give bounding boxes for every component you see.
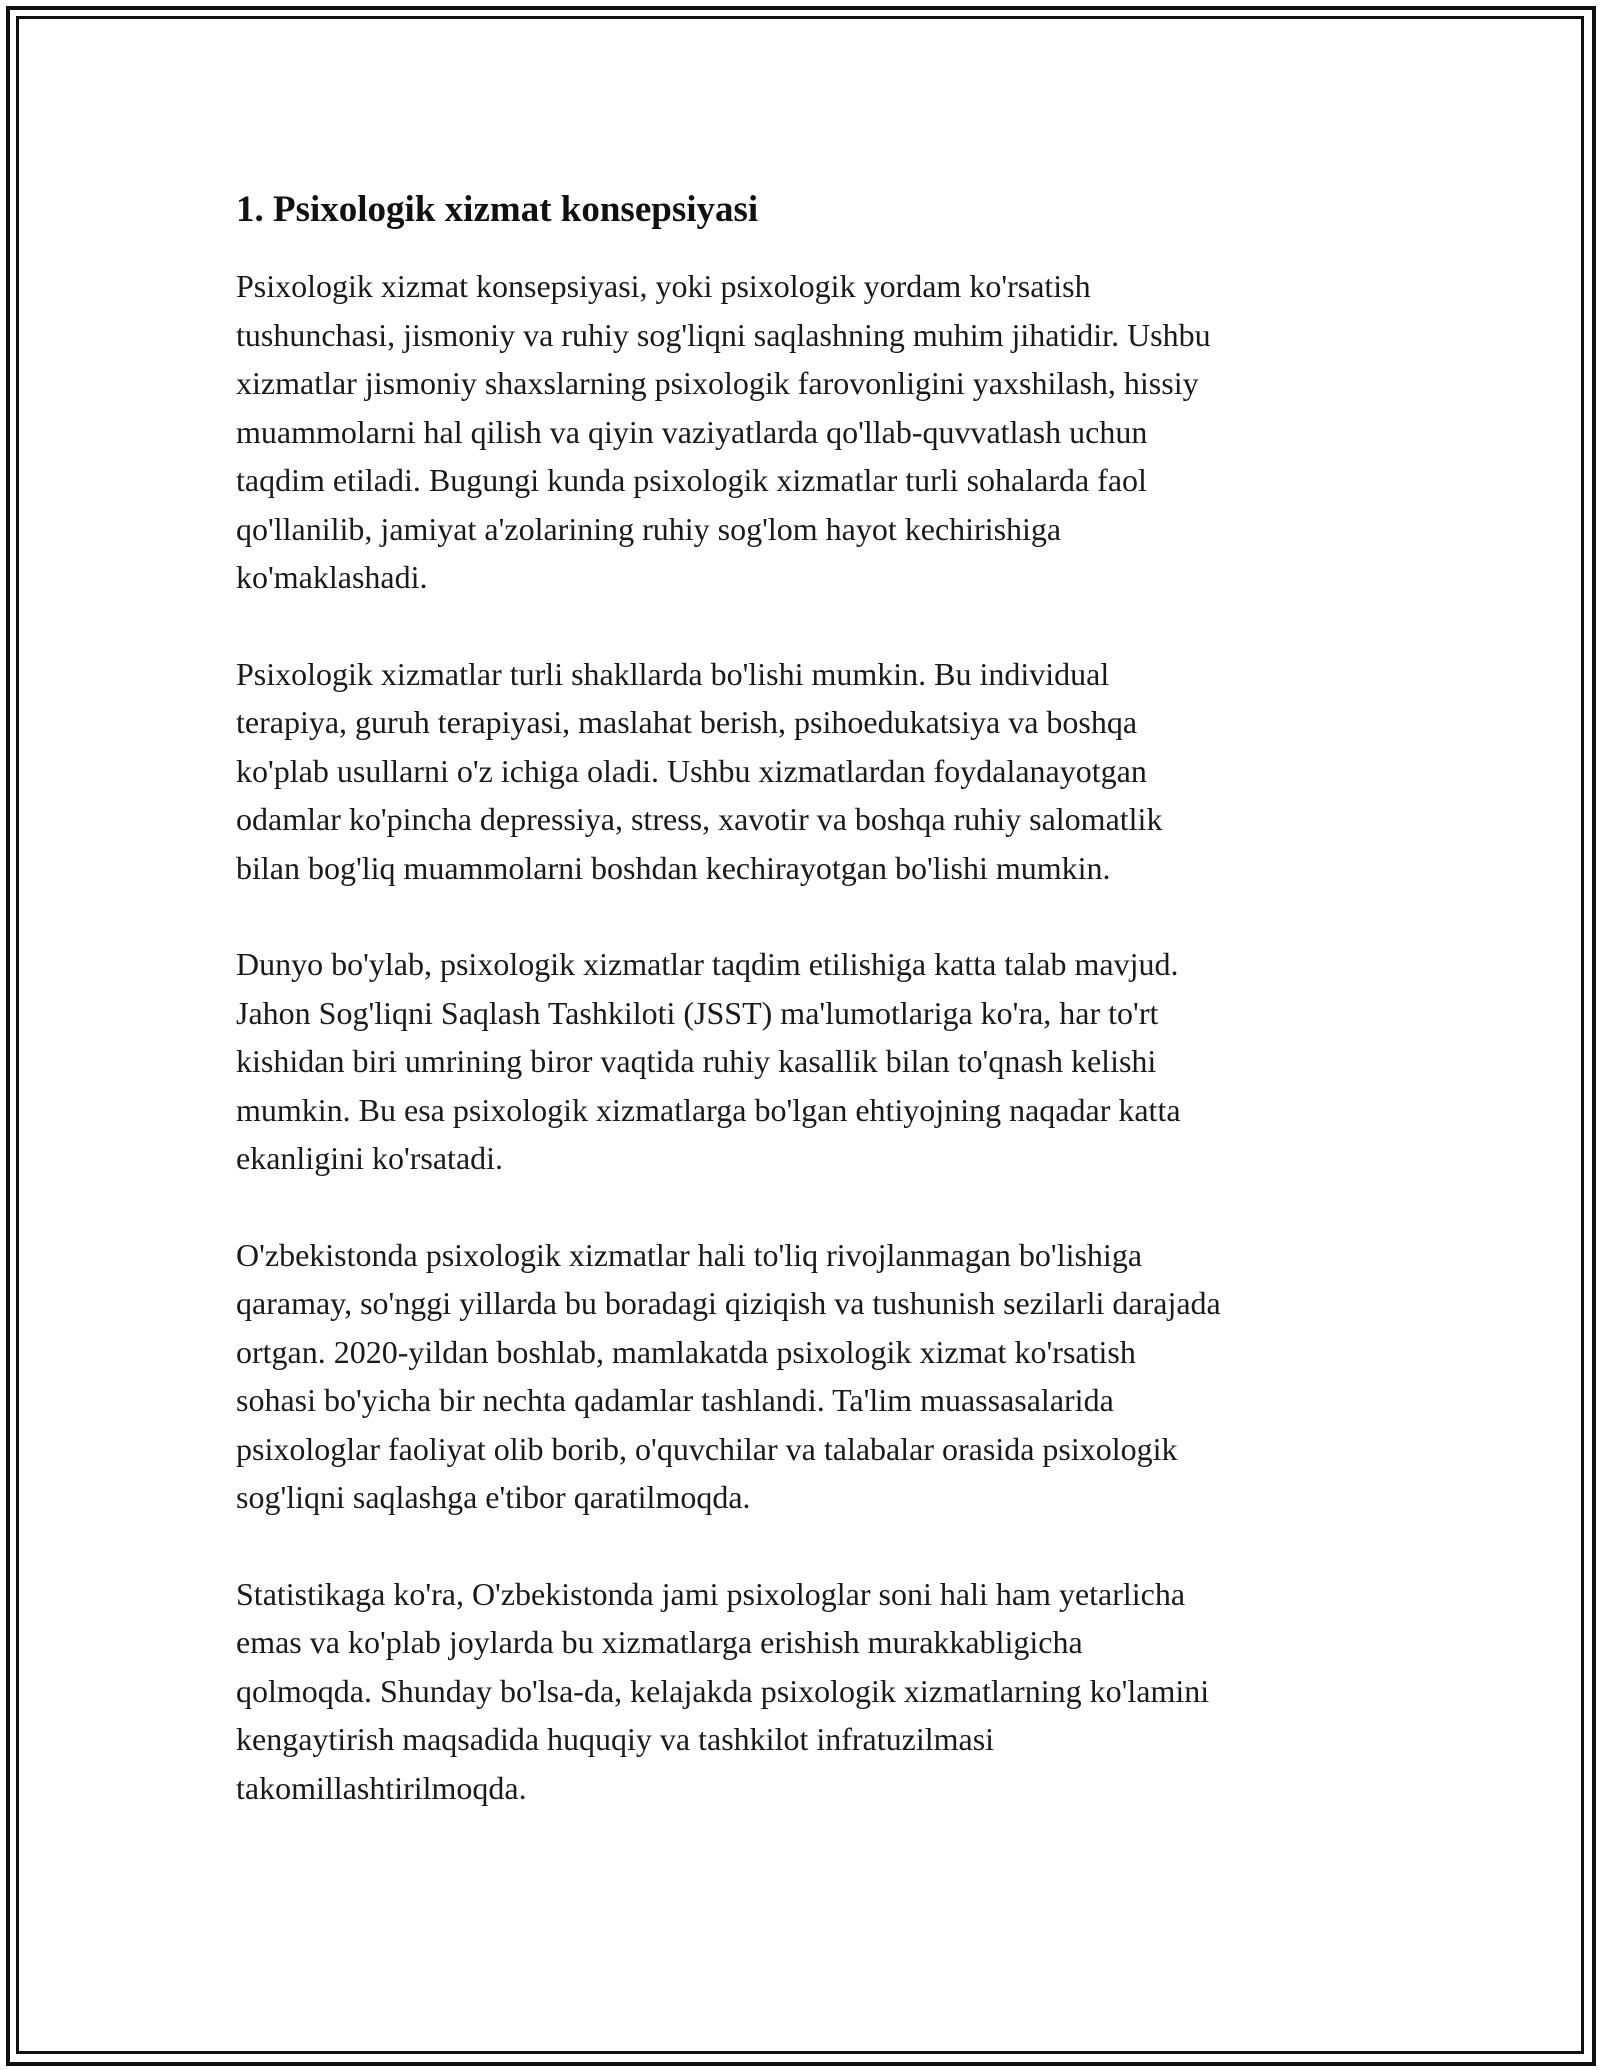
paragraph-4: O'zbekistonda psixologik xizmatlar hali to'liq rivojlanmagan bo'lishiga qaramay, so'nggi yillarda bu boradagi qiziqish va tushunish sezilarli darajada ortgan. 2020-yildan boshlab, mamlakatda psixologik xizmat ko'rsatish sohasi bo'yicha bir nechta qadamlar tashlandi. Ta'lim muassasalarida psixologlar faoliyat olib borib, o'quvchilar va talabalar orasida psixologik sog'liqni saqlashga e'tibor qaratilmoqda.	[236, 1236, 1221, 1516]
paragraph-3: Dunyo bo'ylab, psixologik xizmatlar taqdim etilishiga katta talab mavjud. Jahon Sog'liqni Saqlash Tashkiloti (JSST) ma'lumotlariga ko'ra, har to'rt kishidan biri umrining biror vaqtida ruhiy kasallik bilan to'qnash kelishi mumkin. Bu esa psixologik xizmatlarga bo'lgan ehtiyojning naqadar katta ekanligini ko'rsatadi.	[236, 946, 1181, 1177]
paragraph-5: Statistikaga ko'ra, O'zbekistonda jami psixologlar soni hali ham yetarlicha emas va ko'plab joylarda bu xizmatlarga erishish murakkabligicha qolmoqda. Shunday bo'lsa-da, kelajakda psixologik xizmatlarning ko'lamini kengaytirish maqsadida huquqiy va tashkilot infratuzilmasi takomillashtirilmoqda.	[236, 1575, 1210, 1806]
section-title: 1. Psixologik xizmat konsepsiyasi	[236, 189, 759, 230]
document-body	[236, 186, 1376, 1860]
paragraph-2: Psixologik xizmatlar turli shakllarda bo'lishi mumkin. Bu individual terapiya, guruh terapiyasi, maslahat berish, psihoedukatsiya va boshqa ko'plab usullarni o'z ichiga oladi. Ushbu xizmatlardan foydalanayotgan odamlar ko'pincha depressiya, stress, xavotir va boshqa ruhiy salomatlik bilan bog'liq muammolarni boshdan kechirayotgan bo'lishi mumkin.	[236, 655, 1163, 886]
paragraph-1: Psixologik xizmat konsepsiyasi, yoki psixologik yordam ko'rsatish tushunchasi, jismoniy va ruhiy sog'liqni saqlashning muhim jihatidir. Ushbu xizmatlar jismoniy shaxslarning psixologik farovonligini yaxshilash, hissiy muammolarni hal qilish va qiyin vaziyatlarda qo'llab-quvvatlash uchun taqdim etiladi. Bugungi kunda psixologik xizmatlar turli sohalarda faol qo'llanilib, jamiyat a'zolarining ruhiy sog'lom hayot kechirishiga ko'maklashadi.	[236, 268, 1211, 596]
